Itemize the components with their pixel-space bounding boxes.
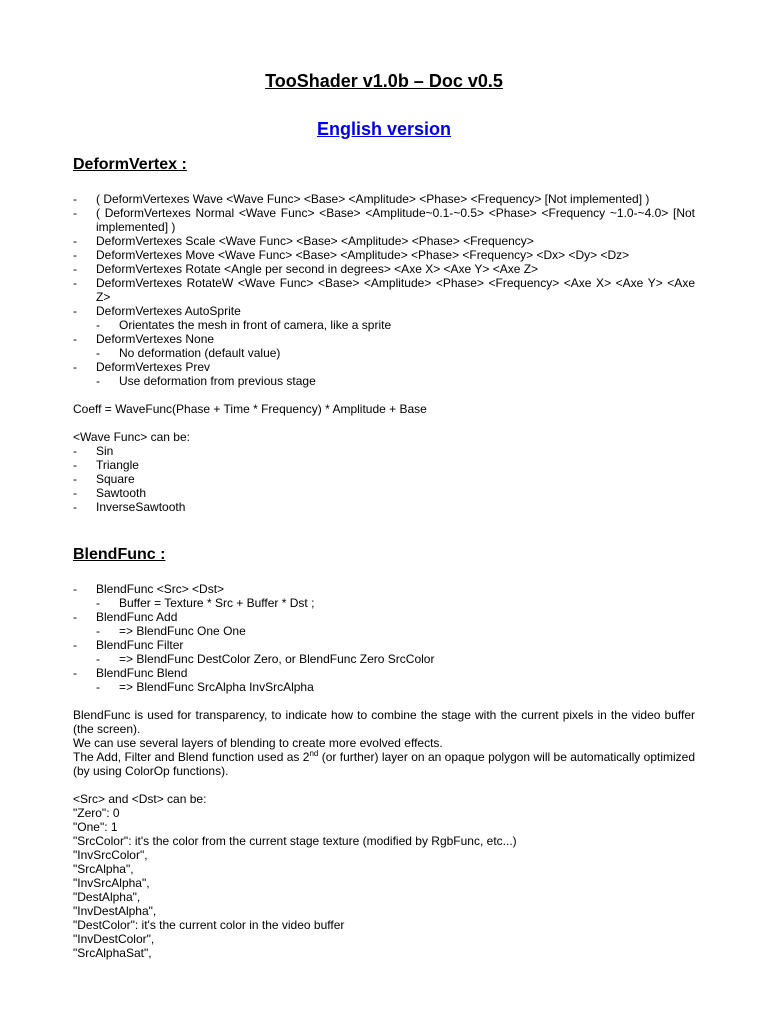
list-item: - DeformVertexes Scale <Wave Func> <Base> <Amplitude> <Phase> <Frequency> [73, 234, 534, 248]
list-item: "SrcAlphaSat", [73, 946, 152, 960]
blendfunc-optimization-note: The Add, Filter and Blend function used as 2nd (or further) layer on an opaque polygon will be automatically optimized (by using ColorOp functions). [73, 749, 696, 778]
src-dst-intro: <Src> and <Dst> can be: [73, 792, 207, 806]
sub-list-item: - No deformation (default value) [96, 346, 281, 360]
list-item: "Zero": 0 [73, 806, 120, 820]
list-item: - BlendFunc <Src> <Dst> [73, 582, 225, 596]
coeff-formula: Coeff = WaveFunc(Phase + Time * Frequency) * Amplitude + Base [73, 402, 427, 416]
list-item: "InvDestColor", [73, 932, 155, 946]
sub-list-item: - => BlendFunc One One [96, 624, 246, 638]
sub-list-item: - Orientates the mesh in front of camera, like a sprite [96, 318, 392, 332]
blendfunc-section [73, 545, 695, 960]
blendfunc-description: BlendFunc is used for transparency, to indicate how to combine the stage with the current pixels in the video buffer (the screen). [73, 708, 695, 736]
list-item: - BlendFunc Blend [73, 666, 188, 680]
blendfunc-layers-note: We can use several layers of blending to create more evolved effects. [73, 736, 443, 750]
sub-list-item: - => BlendFunc SrcAlpha InvSrcAlpha [96, 680, 314, 694]
list-item: - DeformVertexes Prev [73, 360, 211, 374]
list-item: "InvSrcAlpha", [73, 876, 150, 890]
list-item: - Sawtooth [73, 486, 147, 500]
sub-list-item: - => BlendFunc DestColor Zero, or BlendFunc Zero SrcColor [96, 652, 435, 666]
blendfunc-heading: BlendFunc : [73, 546, 166, 563]
list-item: "DestAlpha", [73, 890, 141, 904]
list-item: - BlendFunc Add [73, 610, 178, 624]
english-version-link[interactable]: English version [316, 119, 452, 139]
deformvertex-heading: DeformVertex : [73, 156, 187, 173]
list-item: "One": 1 [73, 820, 118, 834]
deformvertex-section [73, 155, 695, 514]
list-item: - InverseSawtooth [73, 500, 186, 514]
sub-list-item: - Use deformation from previous stage [96, 374, 316, 388]
list-item: - ( DeformVertexes Wave <Wave Func> <Base> <Amplitude> <Phase> <Frequency> [Not implemented] ) [73, 192, 650, 206]
list-item: "SrcColor": it's the color from the current stage texture (modified by RgbFunc, etc...) [73, 834, 517, 848]
document-title: TooShader v1.0b – Doc v0.5 [265, 71, 503, 91]
list-item: - DeformVertexes AutoSprite [73, 304, 241, 318]
list-item: "SrcAlpha", [73, 862, 134, 876]
sub-list-item: - Buffer = Texture * Src + Buffer * Dst ; [96, 596, 315, 610]
list-item: - DeformVertexes Rotate <Angle per second in degrees> <Axe X> <Axe Y> <Axe Z> [73, 262, 539, 276]
list-item: "InvDestAlpha", [73, 904, 157, 918]
list-item: - DeformVertexes None [73, 332, 215, 346]
list-item: - BlendFunc Filter [73, 638, 184, 652]
list-item: - Sin [73, 444, 114, 458]
list-item: - Triangle [73, 458, 139, 472]
list-item: - ( DeformVertexes Normal <Wave Func> <Base> <Amplitude~0.1-~0.5> <Phase> <Frequency ~1.0-~4.0> [Not implemented] ) [73, 206, 695, 234]
list-item: - DeformVertexes RotateW <Wave Func> <Base> <Amplitude> <Phase> <Frequency> <Axe X> <Axe Y> <Axe Z> [73, 276, 695, 304]
list-item: "DestColor": it's the current color in the video buffer [73, 918, 345, 932]
list-item: - Square [73, 472, 135, 486]
list-item: - DeformVertexes Move <Wave Func> <Base> <Amplitude> <Phase> <Frequency> <Dx> <Dy> <Dz> [73, 248, 630, 262]
wave-func-intro: <Wave Func> can be: [73, 430, 190, 444]
list-item: "InvSrcColor", [73, 848, 148, 862]
